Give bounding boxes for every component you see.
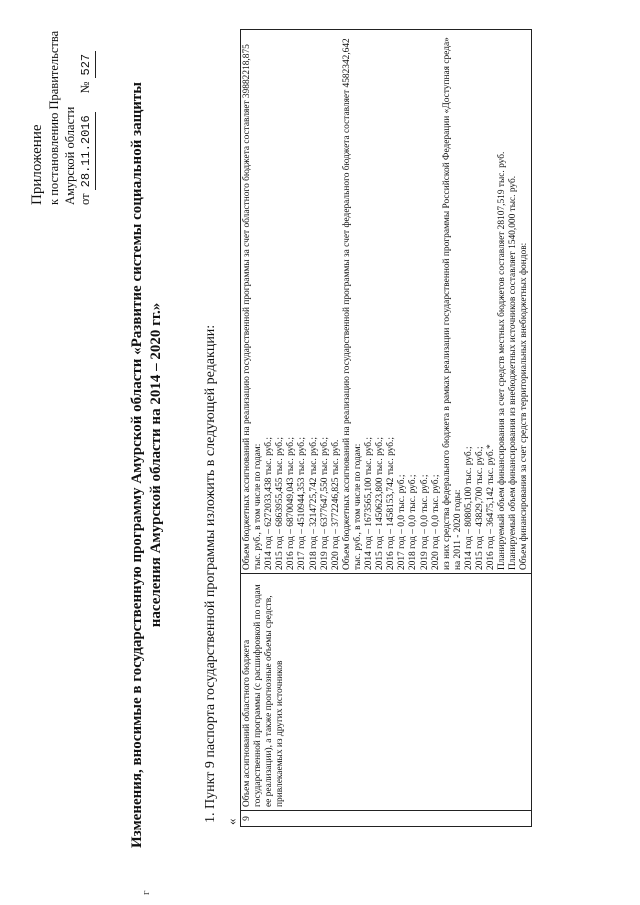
table-row: [241, 30, 532, 827]
regional-year-2018: 2018 год – 3214725,742 тыс. руб.;: [308, 437, 319, 570]
appendix-line-2: Амурской области: [62, 106, 77, 205]
federal-year-2020: 2020 год – 0,0 тыс. руб.;: [430, 474, 441, 570]
federal-year-2015: 2015 год – 1450623,800 тыс. руб.;: [375, 437, 386, 570]
regional-year-2019: 2019 год – 6377647,550 тыс. руб.;: [319, 437, 330, 570]
margin-mark: г: [140, 890, 152, 895]
number-value: 527: [79, 51, 96, 79]
opening-quote: «: [224, 818, 239, 825]
regional-year-2015: 2015 год – 6863955,455 тыс. руб.;: [275, 437, 286, 570]
regional-year-2017: 2017 год – 4510944,353 тыс. руб.;: [297, 437, 308, 570]
title-line-1: Изменения, вносимые в государственную программу Амурской области «Развитие системы социальной защиты: [129, 82, 145, 849]
regional-year-2020: 2020 год – 3772246,825 тыс. руб.: [330, 439, 341, 570]
territorial-funds-funding: Объем финансирования за счет средств территориальных внебюджетных фондов:: [519, 242, 530, 570]
document-title: [128, 55, 166, 875]
local-funding: Планируемый объем финансирования за счет средств местных бюджетов составляет 28107,519 тыс. руб.: [497, 151, 508, 570]
appendix-block: [28, 15, 96, 205]
appendix-date-line: [78, 15, 96, 205]
row-content: [241, 30, 532, 574]
federal-year-2014: 2014 год – 1673565,100 тыс. руб.;: [364, 437, 375, 570]
regional-intro: Объем бюджетных ассигнований на реализацию государственной программы за счет областного бюджета составляет 39882218,875 тыс. руб., в том числе по годам:: [242, 44, 264, 570]
regional-year-2014: 2014 год – 6272033,438 тыс. руб.;: [264, 437, 275, 570]
federal-intro: Объем бюджетных ассигнований на реализацию государственной программы за счет федерального бюджета составляет 4582342,642 тыс. руб., в том числе по годам:: [341, 38, 363, 570]
row-number: 9: [241, 811, 532, 827]
extra-budget-funding: Планируемый объем финансирования из внебюджетных источников составляет 1540,000 тыс. руб.: [508, 175, 519, 570]
intro-paragraph: 1. Пункт 9 паспорта государственной программы изложить в следующей редакции:: [203, 324, 218, 823]
accessible-year-2015: 2015 год – 43829,700 тыс. руб.;: [474, 446, 485, 570]
number-sign: №: [78, 81, 92, 94]
accessible-year-2016: 2016 год – 36475,142 тыс. руб.*: [486, 444, 497, 570]
accessible-year-2014: 2014 год – 80805,100 тыс. руб.;: [463, 446, 474, 570]
appendix-line-1: к постановлению Правительства: [47, 30, 61, 205]
regional-year-2016: 2016 год – 6870049,043 тыс. руб.;: [286, 437, 297, 570]
date-prefix: от: [78, 193, 92, 205]
passport-table: [240, 29, 532, 827]
date-value: 28.11.2016: [79, 112, 96, 190]
federal-year-2017: 2017 год – 0,0 тыс. руб.;: [397, 474, 408, 570]
federal-year-2019: 2019 год – 0,0 тыс. руб.;: [419, 474, 430, 570]
row-description: Объем ассигнований областного бюджета государственной программы (с расшифровкой по годам ее реализации), а также прогнозные объемы средств, привлекаемых из других источников: [241, 574, 532, 811]
federal-year-2016: 2016 год – 1458153,742 тыс. руб.;: [386, 437, 397, 570]
federal-year-2018: 2018 год – 0,0 тыс. руб.;: [408, 474, 419, 570]
title-line-2: населения Амурской области на 2014 – 2020 гг.»: [148, 302, 164, 628]
accessible-env-intro: из них средства федерального бюджета в рамках реализации государственной программы Российской Федерации «Доступная среда» на 2011 - 2020 годы:: [441, 37, 463, 570]
appendix-heading: Приложение: [29, 124, 45, 205]
